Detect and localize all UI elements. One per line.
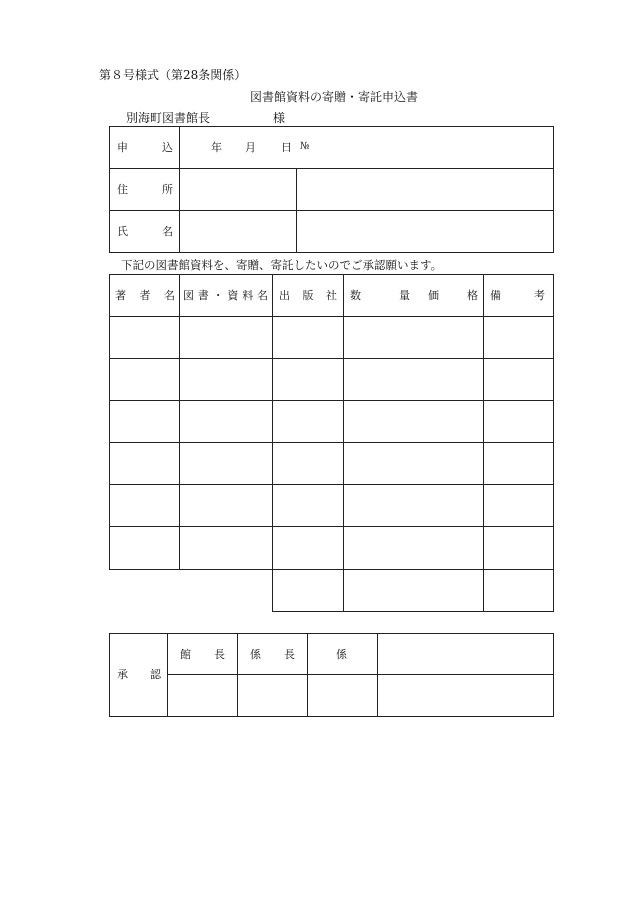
label-char: 館 [180,648,191,661]
approval-label [117,669,161,680]
label-char: 考 [534,289,545,302]
label-char: 著 [115,289,126,302]
label-char: 数 [350,289,361,302]
label-char: 所 [162,183,173,196]
label-char: 住 [117,183,128,196]
name-label [117,226,173,237]
date-day-label: 日 [281,141,292,154]
staff-header: 係 [336,648,347,661]
application-label [117,142,173,153]
label-char: 込 [162,141,173,154]
col-publisher-header [279,290,337,301]
label-char: 格 [467,289,478,302]
label-char: 長 [214,648,225,661]
addressee-name: 別海町図書館長 [126,111,211,125]
date-year-label: 年 [211,141,222,154]
section-chief-stamp-box[interactable] [240,678,304,713]
form-title: 図書館資料の寄贈・寄託申込書 [250,90,419,104]
label-char: 者 [139,289,151,302]
label-char: 価 [428,289,439,302]
label-char: 長 [284,648,295,661]
director-header [180,649,225,660]
address-field[interactable] [182,172,294,206]
label-char: 図 [183,289,194,302]
form-number: 第８号様式（第28条関係） [99,68,247,82]
request-text: 下記の図書館資料を、寄贈、寄託したいのでご承認願います。 [121,258,443,272]
staff-stamp-box[interactable] [310,678,374,713]
label-char: 料 [242,289,254,302]
col-title-header [183,290,268,301]
label-char: 書 [197,289,209,302]
addressee-honorific: 様 [273,111,286,125]
col-remarks-header [490,290,545,301]
director-stamp-box[interactable] [170,678,234,713]
label-char: 版 [302,289,314,302]
number-label: № [300,141,310,152]
name-field[interactable] [182,214,294,248]
label-char: 名 [256,289,268,302]
col-price-header [428,290,478,301]
label-char: 申 [117,141,128,154]
label-char: 備 [490,289,501,302]
label-char: 係 [250,648,261,661]
label-char: 氏 [117,225,128,238]
label-char: 資 [227,289,239,302]
col-author-header [115,290,175,301]
label-char: 出 [279,289,290,302]
date-month-label: 月 [245,141,256,154]
label-char: 量 [399,289,410,302]
label-char: 名 [162,225,173,238]
col-quantity-header [350,290,410,301]
label-char: 認 [150,668,161,681]
label-char: 承 [117,668,128,681]
label-char: 名 [164,289,175,302]
label-char: ・ [212,289,224,302]
address-label [117,184,173,195]
label-char: 社 [326,289,337,302]
section-chief-header [250,649,295,660]
